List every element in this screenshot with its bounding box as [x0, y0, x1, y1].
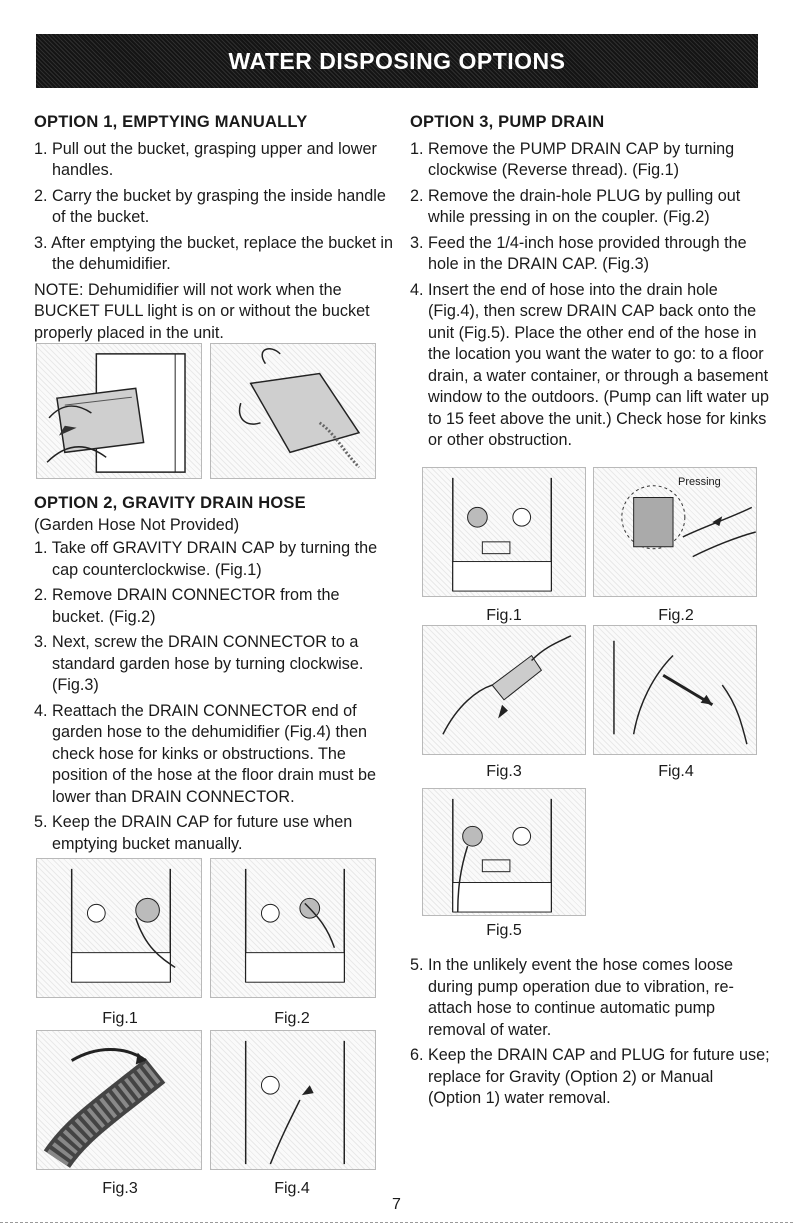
option3-steps: [410, 139, 770, 452]
option2-step: 1. Take off GRAVITY DRAIN CAP by turning the cap counterclockwise. (Fig.1): [34, 539, 378, 579]
section-banner: [36, 34, 758, 88]
option3-fig4-caption: Fig.4: [658, 763, 694, 780]
option3-step: 4. Insert the end of hose into the drain hole (Fig.4), then screw DRAIN CAP back onto the unit (Fig.5). Place the other end of the hose in the location you want the water to go: to a floor drain, a water container, or through a basement window to the outdoors. (Pump can lift water up to 15 feet above the unit.) Check hose for kinks or other obstruction.: [410, 280, 770, 449]
option2-fig1-illustration: [36, 858, 202, 998]
option1-heading: OPTION 1, EMPTYING MANUALLY: [34, 113, 308, 131]
option1-step: 1. Pull out the bucket, grasping upper and lower handles.: [34, 139, 377, 179]
option3-heading: OPTION 3, PUMP DRAIN: [410, 113, 605, 131]
option2-fig4-caption: Fig.4: [274, 1180, 310, 1197]
option3-fig5-illustration: [422, 788, 586, 916]
option3-step: 6. Keep the DRAIN CAP and PLUG for future use; replace for Gravity (Option 2) or Manual (Option 1) water removal.: [410, 1046, 770, 1107]
option2-section: [34, 493, 394, 859]
option1-step: 3. After emptying the bucket, replace the bucket in the dehumidifier.: [34, 233, 394, 273]
option3-step: 1. Remove the PUMP DRAIN CAP by turning clockwise (Reverse thread). (Fig.1): [410, 139, 735, 179]
option2-step: 4. Reattach the DRAIN CONNECTOR end of garden hose to the dehumidifier (Fig.4) then check hose for kinks or obstructions. The position of the hose at the floor drain must be lower than DRAIN CONNECTOR.: [34, 701, 376, 806]
option2-heading: OPTION 2, GRAVITY DRAIN HOSE: [34, 494, 306, 512]
footer-divider: [0, 1222, 793, 1223]
option2-fig3-illustration: [36, 1030, 202, 1170]
option3-fig4-illustration: [593, 625, 757, 755]
option3-fig5-caption: Fig.5: [486, 922, 522, 939]
option2-subheading: (Garden Hose Not Provided): [34, 515, 240, 534]
pressing-label: Pressing: [678, 476, 721, 488]
option3-section: [410, 112, 770, 456]
option3-fig3-caption: Fig.3: [486, 763, 522, 780]
option1-note: NOTE: Dehumidifier will not work when the BUCKET FULL light is on or without the bucket properly placed in the unit.: [34, 280, 370, 342]
option1-steps: [34, 139, 394, 276]
option2-fig3-caption: Fig.3: [102, 1180, 138, 1197]
option2-steps: [34, 538, 394, 855]
option3-fig3-illustration: [422, 625, 586, 755]
option3-step: 2. Remove the drain-hole PLUG by pulling out while pressing in on the coupler. (Fig.2): [410, 186, 741, 226]
option3-steps-after: [410, 955, 770, 1110]
option1-illustration-empty-bucket: [210, 343, 376, 479]
option3-step: 5. In the unlikely event the hose comes loose during pump operation due to vibration, re-attach hose to continue automatic pump removal of water.: [410, 956, 734, 1039]
option3-step: 3. Feed the 1/4-inch hose provided through the hole in the DRAIN CAP. (Fig.3): [410, 233, 747, 273]
option1-section: [34, 112, 394, 344]
option3-fig2-caption: Fig.2: [658, 607, 694, 624]
option2-step: 2. Remove DRAIN CONNECTOR from the bucket. (Fig.2): [34, 586, 340, 626]
banner-title: WATER DISPOSING OPTIONS: [228, 47, 566, 74]
option2-fig4-illustration: [210, 1030, 376, 1170]
option2-step: 5. Keep the DRAIN CAP for future use when emptying bucket manually.: [34, 813, 353, 853]
option2-fig2-caption: Fig.2: [274, 1010, 310, 1027]
option1-step: 2. Carry the bucket by grasping the inside handle of the bucket.: [34, 186, 386, 226]
option3-section-continued: [410, 955, 770, 1114]
option2-fig1-caption: Fig.1: [102, 1010, 138, 1027]
option3-fig2-illustration: [593, 467, 757, 597]
option2-step: 3. Next, screw the DRAIN CONNECTOR to a standard garden hose by turning clockwise. (Fig.3): [34, 633, 364, 694]
option3-fig1-illustration: [422, 467, 586, 597]
option1-illustration-pull-bucket: [36, 343, 202, 479]
page-number: 7: [392, 1196, 401, 1213]
option3-fig1-caption: Fig.1: [486, 607, 522, 624]
option2-fig2-illustration: [210, 858, 376, 998]
